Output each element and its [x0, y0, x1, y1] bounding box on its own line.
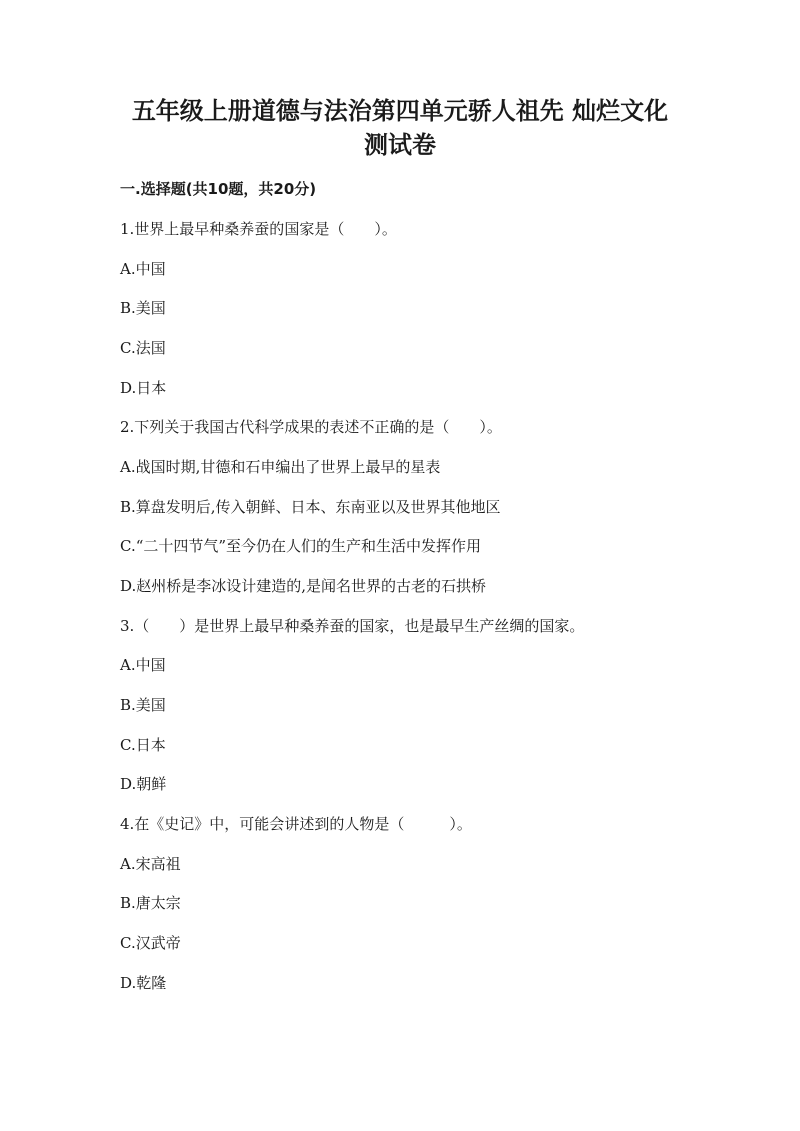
question-3-option-a: A.中国 — [120, 656, 166, 674]
question-3-option-b: B.美国 — [120, 696, 166, 714]
question-1-stem: 1.世界上最早种桑养蚕的国家是（ ）。 — [120, 220, 397, 238]
question-1-option-d: D.日本 — [120, 379, 167, 397]
question-4-option-b: B.唐太宗 — [120, 894, 181, 912]
question-3-option-c: C.日本 — [120, 736, 166, 754]
question-4-option-a: A.宋高祖 — [120, 855, 181, 873]
question-1-option-b: B.美国 — [120, 299, 166, 317]
question-1-option-a: A.中国 — [120, 260, 166, 278]
question-4-option-d: D.乾隆 — [120, 974, 167, 992]
question-2-option-c: C.“二十四节气”至今仍在人们的生产和生活中发挥作用 — [120, 537, 482, 555]
question-3-option-d: D.朝鲜 — [120, 775, 167, 793]
question-4-stem: 4.在《史记》中，可能会讲述到的人物是（ ）。 — [120, 815, 472, 833]
question-3-stem: 3.（ ）是世界上最早种桑养蚕的国家，也是最早生产丝绸的国家。 — [120, 617, 585, 635]
question-1-option-c: C.法国 — [120, 339, 166, 357]
question-2-option-b: B.算盘发明后,传入朝鲜、日本、东南亚以及世界其他地区 — [120, 498, 501, 516]
question-2-option-a: A.战国时期,甘德和石申编出了世界上最早的星表 — [120, 458, 441, 476]
page-title — [90, 94, 710, 162]
question-2-option-d: D.赵州桥是李冰设计建造的,是闻名世界的古老的石拱桥 — [120, 577, 487, 595]
section-heading-multiple-choice: 一.选择题(共10题，共20分) — [120, 180, 317, 198]
title-line-1: 五年级上册道德与法治第四单元骄人祖先 灿烂文化 — [131, 97, 669, 125]
title-line-2: 测试卷 — [364, 131, 436, 159]
question-4-option-c: C.汉武帝 — [120, 934, 181, 952]
question-2-stem: 2.下列关于我国古代科学成果的表述不正确的是（ ）。 — [120, 418, 502, 436]
